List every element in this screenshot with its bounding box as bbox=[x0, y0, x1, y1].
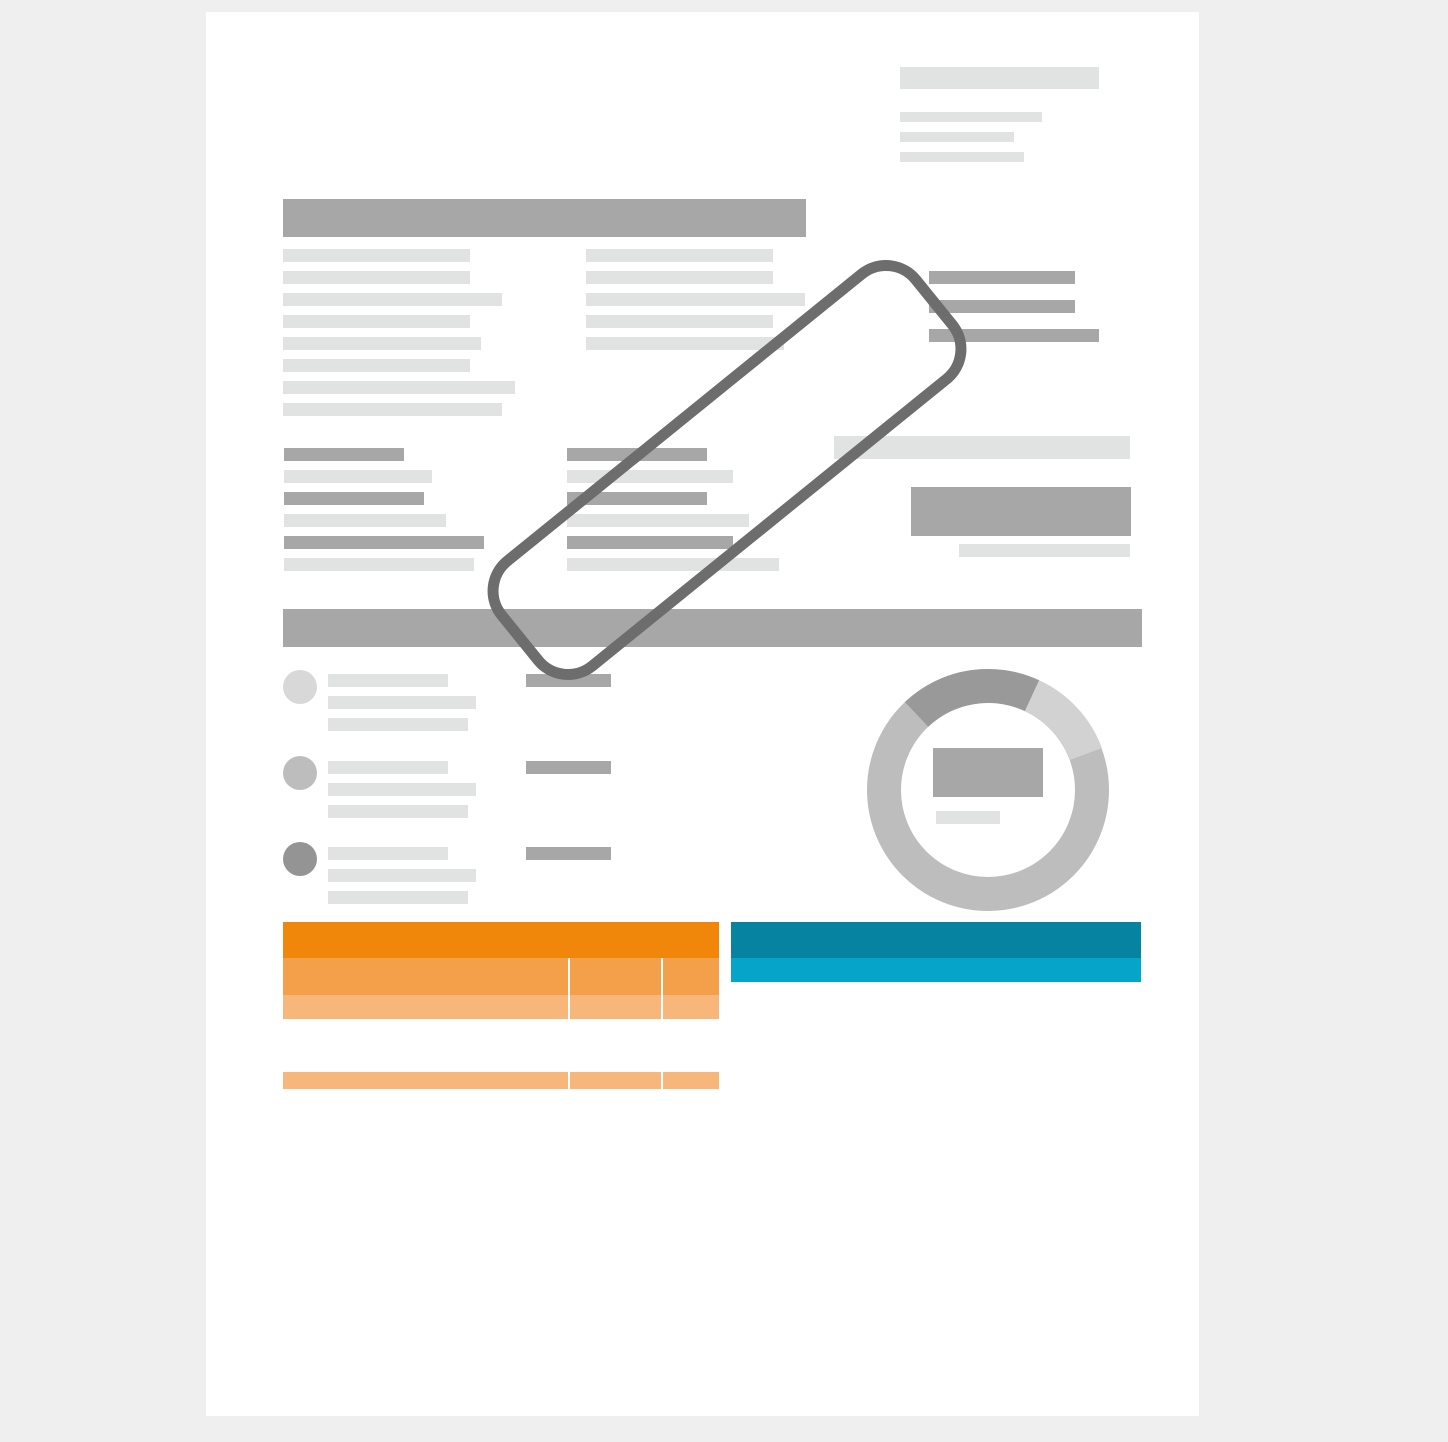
placeholder-line bbox=[959, 544, 1130, 557]
placeholder-line bbox=[328, 847, 448, 860]
placeholder-bar bbox=[284, 492, 424, 505]
placeholder-line bbox=[283, 315, 470, 328]
box-offerta-table bbox=[731, 922, 1141, 1394]
placeholder-line bbox=[328, 674, 448, 687]
placeholder-line bbox=[283, 293, 502, 306]
header-importi bbox=[663, 958, 719, 995]
placeholder-line bbox=[328, 891, 468, 904]
legend-dot bbox=[283, 670, 317, 704]
placeholder-line bbox=[284, 558, 474, 571]
donut-segment bbox=[917, 686, 1032, 714]
placeholder-donut-value bbox=[933, 748, 1043, 797]
placeholder-line bbox=[900, 132, 1014, 142]
section-quota-fissa bbox=[283, 1072, 570, 1089]
placeholder-line bbox=[284, 470, 432, 483]
placeholder-line bbox=[586, 337, 784, 350]
donut-segment bbox=[1032, 696, 1086, 754]
bill-page bbox=[206, 12, 1199, 1416]
placeholder-line bbox=[284, 514, 446, 527]
placeholder-bar bbox=[929, 271, 1075, 284]
placeholder-line bbox=[328, 696, 476, 709]
scontrino-table bbox=[283, 922, 719, 1292]
placeholder-line bbox=[283, 249, 470, 262]
section-consumi bbox=[283, 995, 570, 1019]
header-prezzo bbox=[570, 958, 663, 995]
placeholder-line bbox=[586, 271, 773, 284]
placeholder-line bbox=[900, 112, 1042, 122]
placeholder-line bbox=[328, 805, 468, 818]
legend-dot bbox=[283, 842, 317, 876]
placeholder-line bbox=[283, 337, 481, 350]
placeholder-line bbox=[283, 403, 502, 416]
placeholder-line bbox=[936, 811, 1000, 824]
placeholder-bar bbox=[900, 67, 1099, 89]
placeholder-value bbox=[526, 761, 611, 774]
box-subtitle bbox=[731, 958, 1141, 982]
placeholder-line bbox=[328, 761, 448, 774]
legend-dot bbox=[283, 756, 317, 790]
scontrino-title bbox=[283, 922, 719, 958]
placeholder-line bbox=[328, 869, 476, 882]
placeholder-line bbox=[900, 152, 1024, 162]
placeholder-bar bbox=[284, 448, 404, 461]
placeholder-total-box bbox=[911, 487, 1131, 536]
placeholder-line bbox=[283, 359, 470, 372]
placeholder-bar bbox=[284, 536, 484, 549]
placeholder-section-bar bbox=[283, 609, 1142, 647]
header-quantita bbox=[283, 958, 570, 995]
placeholder-line bbox=[283, 271, 470, 284]
placeholder-value bbox=[526, 847, 611, 860]
placeholder-header-bar bbox=[283, 199, 806, 237]
placeholder-line bbox=[328, 718, 468, 731]
placeholder-bar bbox=[929, 300, 1075, 313]
placeholder-line bbox=[586, 249, 773, 262]
placeholder-line bbox=[283, 381, 515, 394]
placeholder-line bbox=[586, 293, 805, 306]
placeholder-line bbox=[586, 315, 773, 328]
box-title bbox=[731, 922, 1141, 958]
placeholder-line bbox=[328, 783, 476, 796]
